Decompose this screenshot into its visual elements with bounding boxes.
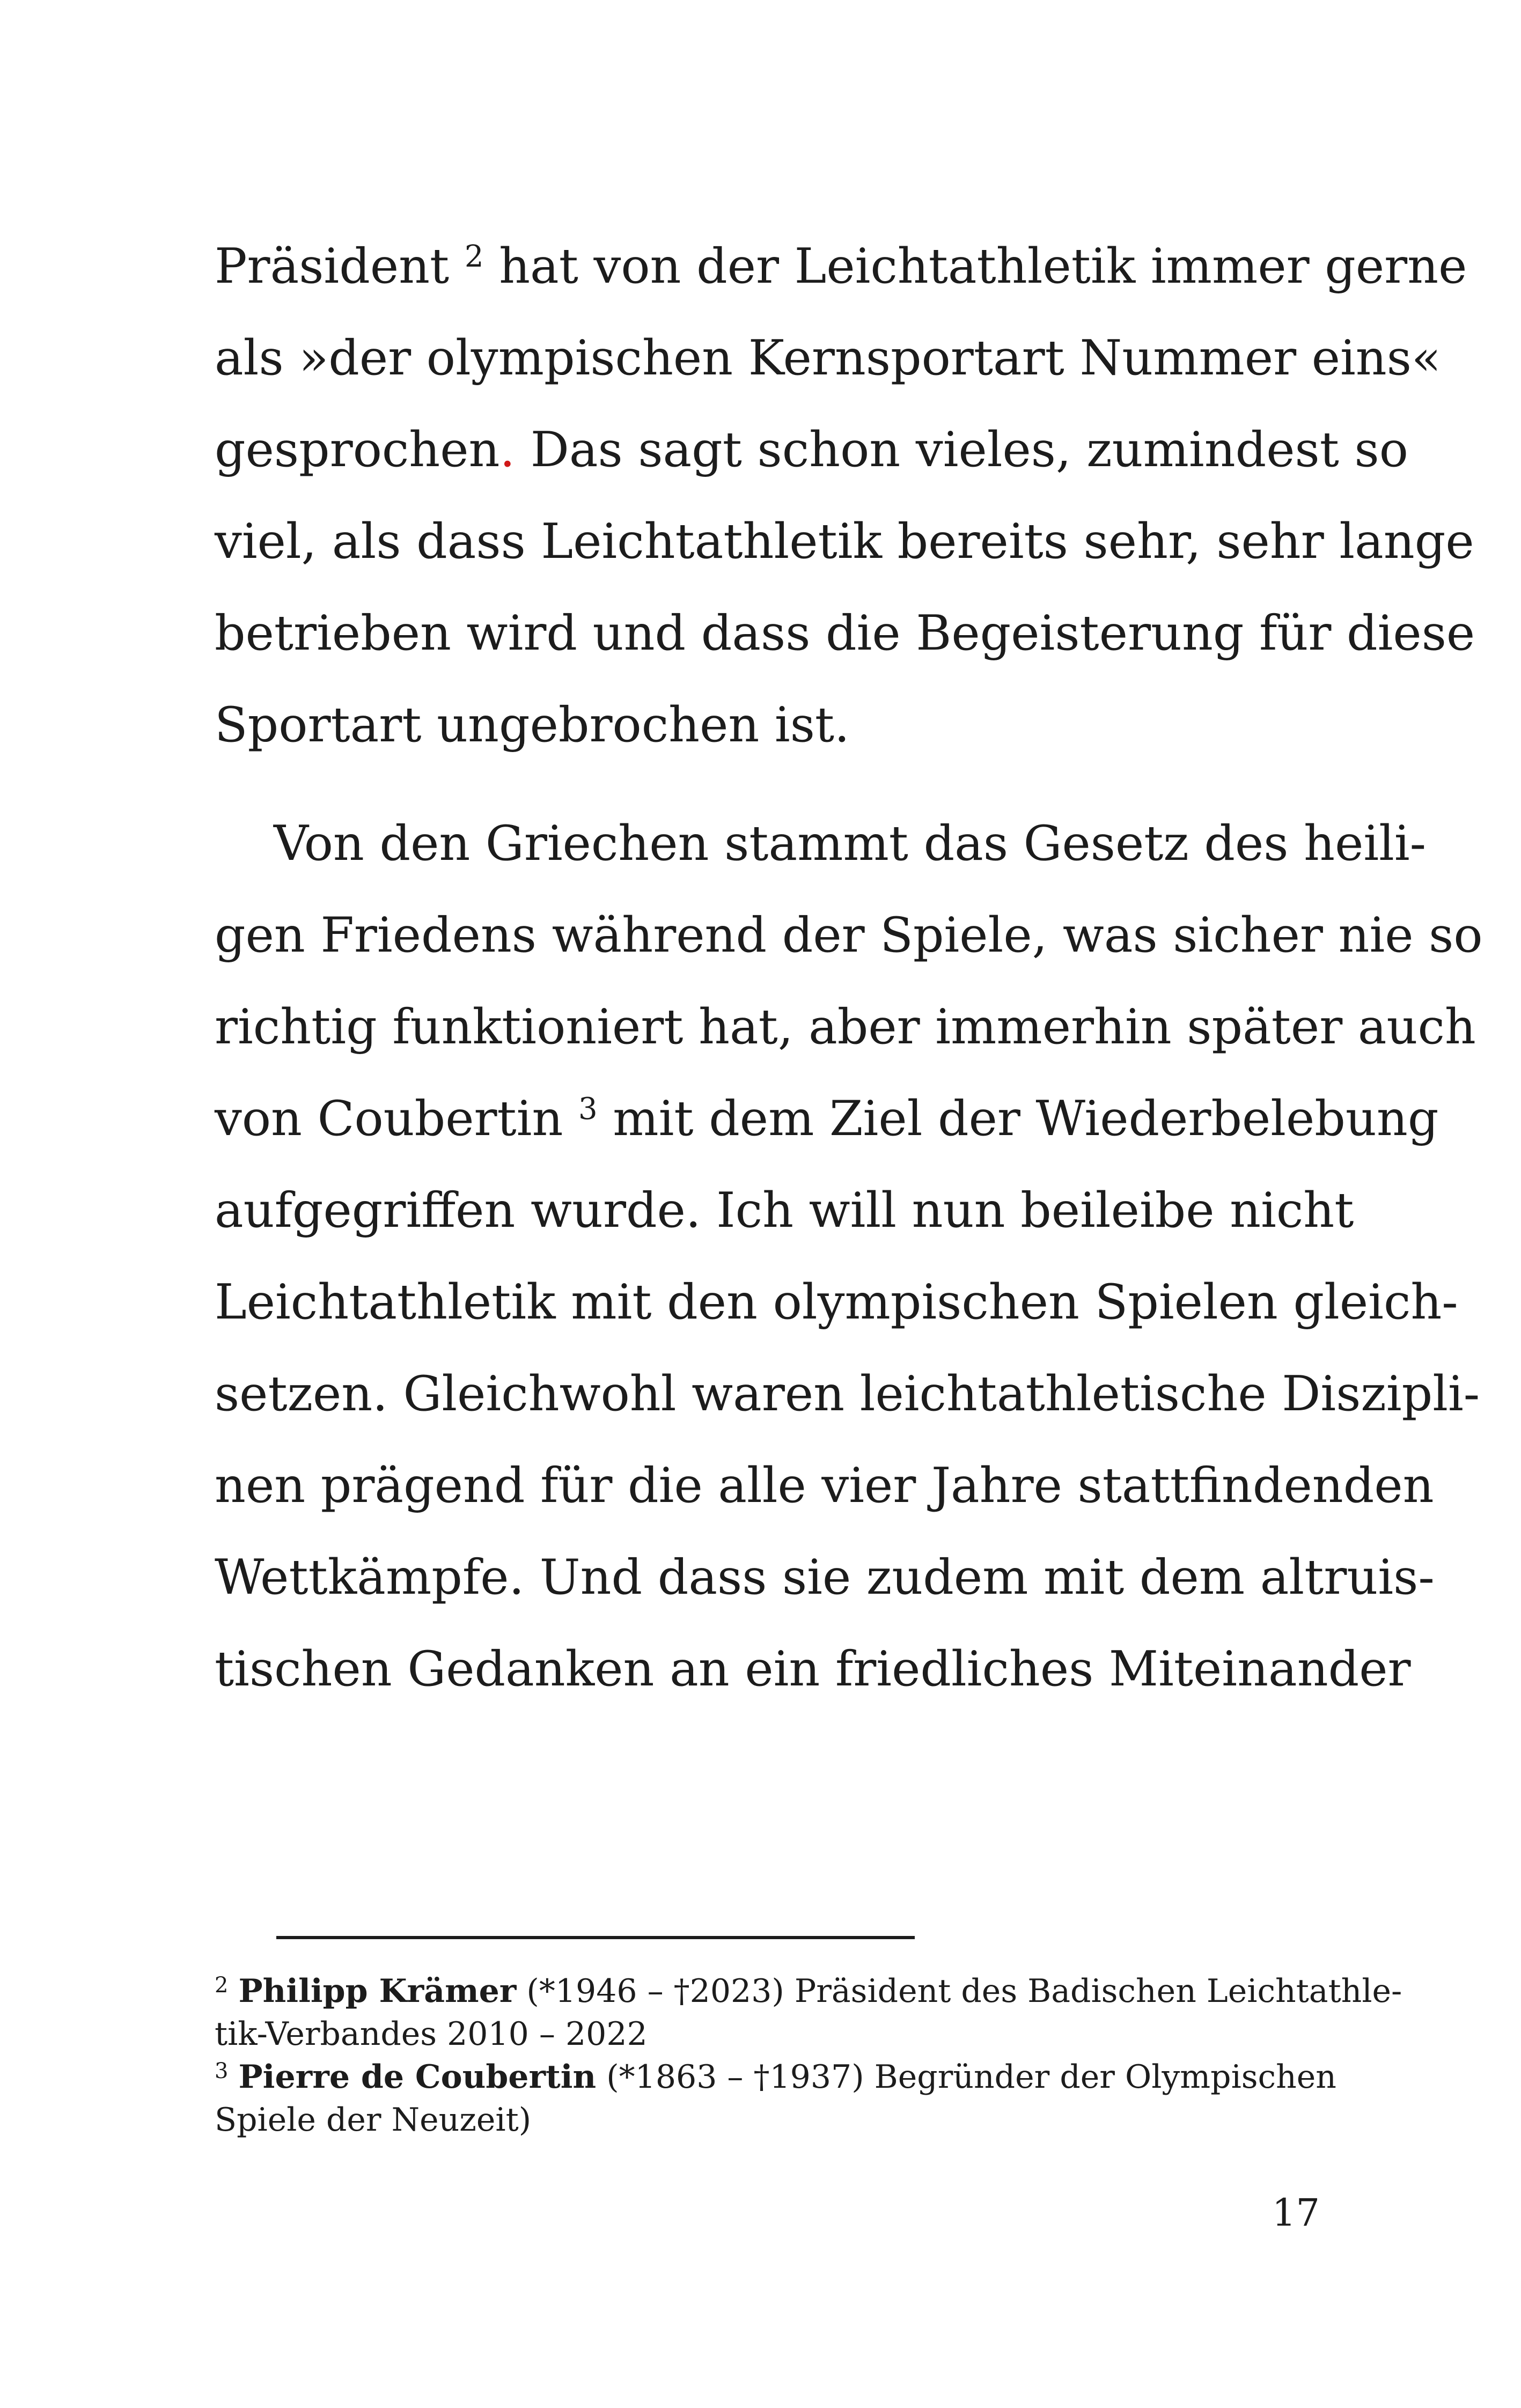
text-line: als »der olympischen Kernsportart Nummer eins« (215, 330, 1441, 386)
footnote-number: 2 (215, 1973, 229, 1998)
text-segment: Präsident (215, 238, 465, 294)
footnote-3-line-1 (215, 2056, 1336, 2098)
text-line (215, 237, 1467, 296)
text-line: gen Friedens während der Spiele, was sicher nie so (215, 907, 1483, 963)
footnote-person-name: Pierre de Coubertin (238, 2058, 597, 2096)
text-segment: Das sagt schon vieles, zumindest so (515, 422, 1408, 478)
text-line: Wettkämpfe. Und dass sie zudem mit dem altruis- (215, 1549, 1435, 1606)
text-line: setzen. Gleichwohl waren leichtathletische Diszipli- (215, 1366, 1480, 1422)
text-line: Leichtathletik mit den olympischen Spielen gleich- (215, 1274, 1458, 1330)
text-line: Sportart ungebrochen ist. (215, 697, 850, 753)
text-line (215, 1089, 1439, 1148)
footnote-3-line-2: Spiele der Neuzeit) (215, 2101, 532, 2139)
footnote-ref-2: 2 (464, 239, 484, 274)
footnote-ref-3: 3 (578, 1092, 598, 1126)
text-line: betrieben wird und dass die Begeisterung für diese (215, 605, 1475, 661)
text-segment: mit dem Ziel der Wiederbelebung (597, 1091, 1439, 1147)
footnote-person-name: Philipp Krämer (238, 1972, 517, 2010)
footnote-divider (276, 1936, 915, 1939)
text-line: aufgegriffen wurde. Ich will nun beileibe nicht (215, 1182, 1354, 1239)
text-segment: gesprochen (215, 422, 500, 478)
footnote-number: 3 (215, 2059, 229, 2083)
text-line: richtig funktioniert hat, aber immerhin später auch (215, 999, 1476, 1055)
footnote-text: (*1946 – †2023) Präsident des Badischen Leichtathle- (516, 1972, 1402, 2010)
text-line: viel, als dass Leichtathletik bereits sehr, sehr lange (215, 513, 1474, 570)
text-segment: von Coubertin (215, 1091, 579, 1147)
text-line: nen prägend für die alle vier Jahre stattfindenden (215, 1457, 1434, 1514)
text-line (215, 421, 1408, 480)
text-line: tischen Gedanken an ein friedliches Miteinander (215, 1641, 1411, 1697)
red-period-mark: . (499, 422, 516, 478)
footnote-2-line-1 (215, 1970, 1402, 2013)
page-number: 17 (1272, 2191, 1320, 2235)
footnote-text: (*1863 – †1937) Begründer der Olympischen (596, 2058, 1336, 2096)
footnote-2-line-2: tik-Verbandes 2010 – 2022 (215, 2015, 648, 2053)
text-line: Von den Griechen stammt das Gesetz des heili- (274, 815, 1427, 872)
text-segment: hat von der Leichtathletik immer gerne (483, 238, 1467, 294)
